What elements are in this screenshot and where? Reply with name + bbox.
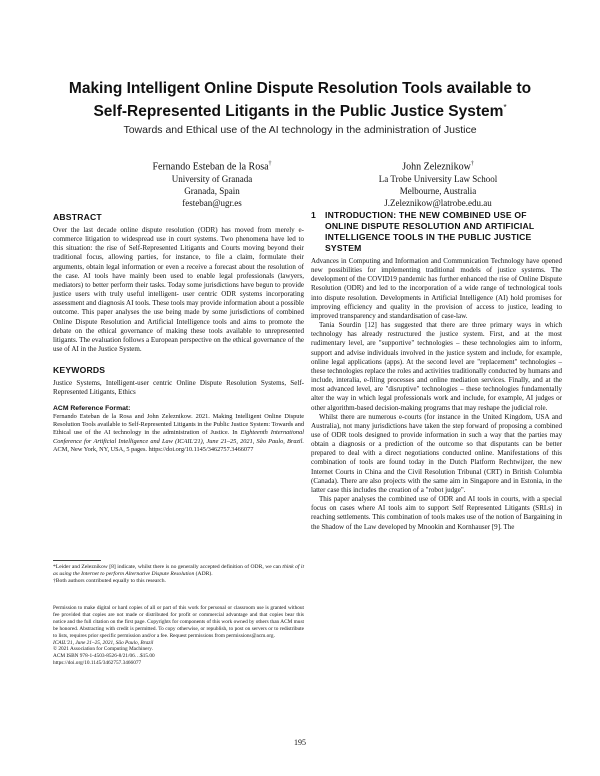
author-block-2 bbox=[338, 158, 538, 209]
section-title: INTRODUCTION: THE NEW COMBINED USE OF ONLINE DISPUTE RESOLUTION AND ARTIFICIAL INTELLIGENCE TOOLS IN THE PUBLIC JUSTICE SYSTEM bbox=[325, 210, 535, 253]
footnote-star bbox=[53, 564, 304, 578]
footnote-dagger: †Both authors contributed equally to this research. bbox=[53, 578, 166, 584]
author-name-text: Fernando Esteban de la Rosa bbox=[152, 161, 269, 173]
right-column bbox=[311, 210, 562, 532]
title-line-1: Making Intelligent Online Dispute Resolution Tools available to bbox=[68, 80, 532, 97]
author-affiliation: La Trobe University Law School bbox=[378, 174, 498, 185]
author-mark: † bbox=[470, 161, 474, 167]
abstract-text: Over the last decade online dispute resolution (ODR) has moved from merely e-commerce litigation to widespread use in court systems. Two phenomena have led to this situation: the rise of Self-Represented Litigants and Courts moving beyond their traditional focus, allowing parties, for instance, to file a claim, formulate their arguments, obtain legal information or even a receive a forecast about the resolution of the case. AI tools have mainly been used to enable legal professionals (lawyers, mediators) to better perform their tasks. Today some jurisdictions have begun to provide justice users with truly useful intelligent- user centric ODR systems incorporating assessment and diagnosis AI tools. These tools may provide information about a possible outcome. This paper analyses the use being made by some jurisdictions of combined Online Dispute Resolution and Artificial Intelligence tools and aims to promote the debate on the ethical governance of making these tools available to unrepresented litigants. The evaluation follows a European perspective on the ethical governance of the use of AI in the Justice System. bbox=[53, 226, 304, 354]
permission-venue-text: ICAIL'21, June 21–25, 2021, São Paulo, Brazil bbox=[53, 639, 154, 646]
acm-reference-venue: Eighteenth International Conference for Artificial Intelligence and Law (ICAIL'21), June 21–25, 2021, São Paulo, Brazil. bbox=[53, 429, 304, 445]
footnote-part: *Leider and Zeleznikow [8] indicate, whilst there is no generally accepted definition of ODR, we can bbox=[53, 564, 283, 570]
title-line-2-text: Self-Represented Litigants in the Public Justice System bbox=[93, 103, 504, 121]
acm-reference-heading: ACM Reference Format: bbox=[53, 404, 131, 412]
permission-block bbox=[53, 605, 304, 667]
acm-reference-part: ACM, New York, NY, USA, 5 pages. https://doi.org/10.1145/3462757.3466077 bbox=[53, 446, 254, 454]
permission-doi: https://doi.org/10.1145/3462757.3466077 bbox=[53, 660, 142, 667]
author-location: Granada, Spain bbox=[184, 186, 240, 197]
left-column bbox=[53, 212, 304, 455]
permission-copyright: © 2021 Association for Computing Machinery. bbox=[53, 646, 153, 653]
paper-subtitle: Towards and Ethical use of the AI technology in the administration of Justice bbox=[123, 124, 477, 136]
author-name bbox=[112, 158, 312, 173]
section-1-paragraph-3: Whilst there are numerous e-courts (for instance in the United Kingdom, USA and Australia), not many jurisdictions have taken the step forward of proposing a combined use of ODR tools designed to provide information in such a way that the parties may obtain a diagnosis or a prediction of the outcome so that disputants can be better prepared to deal with a direct negotiations conducted online. Manifestations of this combination of tools are found today in the Dutch Platform Rechtwijzer, the new Internet Courts in China and the Civil Resolution Tribunal (CRT) in British Columbia (Canada). There are also projects with the same aim in Singapore and in Estonia, in the latter case this includes the creation of a "robot judge". bbox=[311, 412, 562, 494]
author-affiliation: University of Granada bbox=[171, 174, 253, 185]
author-name-text: John Zeleznikow bbox=[402, 161, 471, 173]
author-email: J.Zeleznikow@latrobe.edu.au bbox=[384, 198, 492, 209]
title-footnote-mark: * bbox=[503, 103, 507, 112]
permission-isbn: ACM ISBN 978-1-4503-8526-8/21/06…$15.00 bbox=[53, 653, 155, 660]
footnote-rule bbox=[53, 560, 101, 561]
author-block-1 bbox=[112, 158, 312, 209]
section-1-paragraph-2: Tania Sourdin [12] has suggested that there are three primary ways in which technology has already restructured the justice system. First, and at the most rudimentary level, are "supportive" technologies – these technologies aim to inform, support and advise individuals involved in the justice system and include, for example, online legal applications (apps). At the second level are "replacement" technologies – these technologies replace the roles and activities traditionally conducted by humans and include, interalia, e-filing processes and online mediation services. Finally, and at the most advanced level, are "disruptive" technologies – these technologies fundamentally alter the way in which legal professionals work and include, for example, AI judges or other algorithm-based decision-making programs that may reshape the judicial role. bbox=[311, 321, 562, 412]
author-mark: † bbox=[268, 161, 272, 167]
keywords-heading: KEYWORDS bbox=[53, 365, 106, 376]
acm-reference-text bbox=[53, 413, 304, 455]
abstract-heading: ABSTRACT bbox=[53, 212, 102, 222]
author-name bbox=[338, 158, 538, 173]
section-number: 1 bbox=[311, 210, 316, 220]
section-1-paragraph-4: This paper analyses the combined use of ODR and AI tools in courts, with a special focus on cases where AI tools aim to support Self Represented Litigants (SRLs) in reaching settlements. This combination of tools makes use of the notion of Bargaining in the Shadow of the Law developed by Mnookin and Kornhauser [9]. The bbox=[311, 495, 562, 531]
author-location: Melbourne, Australia bbox=[399, 186, 477, 197]
permission-text: Permission to make digital or hard copies of all or part of this work for personal or classroom use is granted without fee provided that copies are not made or distributed for profit or commercial advantage and that copies bear this notice and the full citation on the first page. Copyrights for components of this work owned by others than ACM must be honored. Abstracting with credit is permitted. To copy otherwise, or republish, to post on servers or to redistribute to lists, requires prior specific permission and/or a fee. Request permissions from permissions@acm.org. bbox=[53, 605, 304, 639]
paper-title bbox=[40, 79, 560, 121]
footnote-italic: think of it as using the Internet to perform Alternative Dispute Resolution bbox=[53, 564, 304, 577]
section-1-heading bbox=[311, 210, 562, 254]
acm-reference-part: Fernando Esteban de la Rosa and John Zeleznikow. 2021. Making Intelligent Online Dispute Resolution Tools available to Self-Represented Litigants in the Public Justice System: Towards and Ethical use of the AI technology in the administration of Justice. In bbox=[53, 412, 304, 437]
footnotes bbox=[53, 560, 304, 585]
author-email: festeban@ugr.es bbox=[182, 198, 242, 209]
page-number: 195 bbox=[294, 738, 306, 747]
footnote-part: (ADR). bbox=[194, 571, 213, 577]
keywords-text: Justice Systems, Intelligent-user centric Online Dispute Resolution Systems, Self-Represented Litigants, Ethics bbox=[53, 379, 304, 397]
title-line-2 bbox=[40, 98, 560, 121]
section-1-paragraph-1: Advances in Computing and Information and Communication Technology have opened new possibilities for implementing traditional models of justice systems. The development of the COVID19 pandemic has further enhanced the rise of Online Dispute Resolution (ODR) and led to the incorporation of a wide range of technological tools into dispute resolution. Developments in Artificial Intelligence (AI) hold promises for improving efficiency and quality in the provision of access to justice, leading to improved transparency and standardisation of case-law. bbox=[311, 257, 562, 320]
